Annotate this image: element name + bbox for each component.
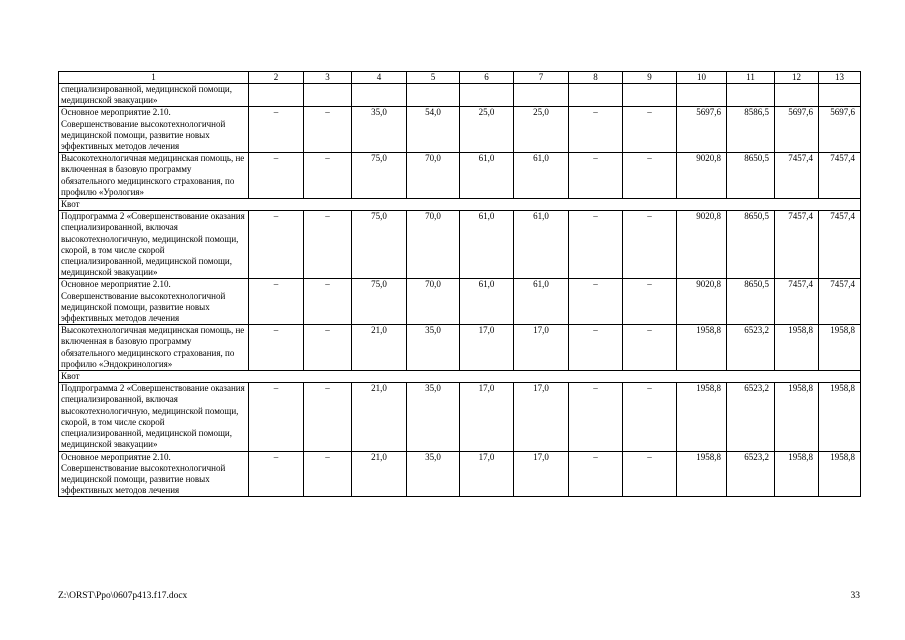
cell-col-9 xyxy=(623,84,677,107)
cell-col-12: 5697,6 xyxy=(775,107,819,153)
cell-col-2: – xyxy=(249,279,304,325)
document-file-path: Z:\ORST\Ppo\0607p413.f17.docx xyxy=(58,591,188,601)
cell-col-4: 75,0 xyxy=(352,279,407,325)
cell-col-7 xyxy=(514,84,569,107)
cell-col-7: 17,0 xyxy=(514,383,569,451)
cell-col-4: 35,0 xyxy=(352,107,407,153)
cell-col-2: – xyxy=(249,153,304,199)
column-header-8: 8 xyxy=(569,72,623,84)
page-number: 33 xyxy=(850,591,860,601)
cell-col-7: 61,0 xyxy=(514,153,569,199)
table-row xyxy=(59,153,861,199)
row-description: Основное мероприятие 2.10. Совершенствование высокотехнологичной медицинской помощи, развитие новых эффективных методов лечения xyxy=(59,107,249,153)
cell-col-13: 1958,8 xyxy=(819,383,861,451)
table-row xyxy=(59,107,861,153)
cell-col-12 xyxy=(775,84,819,107)
cell-col-5: 54,0 xyxy=(407,107,460,153)
table-row xyxy=(59,383,861,451)
cell-col-11: 8650,5 xyxy=(727,153,775,199)
cell-col-3: – xyxy=(304,383,352,451)
cell-col-3: – xyxy=(304,325,352,371)
cell-col-12: 7457,4 xyxy=(775,279,819,325)
cell-col-5: 35,0 xyxy=(407,451,460,497)
cell-col-11 xyxy=(727,84,775,107)
cell-col-4: 21,0 xyxy=(352,383,407,451)
cell-col-13: 7457,4 xyxy=(819,153,861,199)
cell-col-4: 21,0 xyxy=(352,451,407,497)
table-row xyxy=(59,211,861,279)
cell-col-10 xyxy=(677,84,727,107)
cell-col-12: 7457,4 xyxy=(775,211,819,279)
cell-col-6: 61,0 xyxy=(460,211,514,279)
cell-col-7: 61,0 xyxy=(514,211,569,279)
cell-col-13: 7457,4 xyxy=(819,211,861,279)
column-header-12: 12 xyxy=(775,72,819,84)
cell-col-3: – xyxy=(304,211,352,279)
cell-col-9: – xyxy=(623,211,677,279)
cell-col-8: – xyxy=(569,279,623,325)
cell-col-6: 17,0 xyxy=(460,451,514,497)
cell-col-12: 1958,8 xyxy=(775,451,819,497)
cell-col-4: 75,0 xyxy=(352,153,407,199)
cell-col-2: – xyxy=(249,325,304,371)
cell-col-4 xyxy=(352,84,407,107)
unit-label-row xyxy=(59,371,861,383)
table-body xyxy=(59,72,861,497)
cell-col-5: 70,0 xyxy=(407,153,460,199)
cell-col-5: 35,0 xyxy=(407,383,460,451)
column-header-11: 11 xyxy=(727,72,775,84)
cell-col-2 xyxy=(249,84,304,107)
cell-col-5 xyxy=(407,84,460,107)
cell-col-4: 21,0 xyxy=(352,325,407,371)
cell-col-11: 8650,5 xyxy=(727,211,775,279)
cell-col-3 xyxy=(304,84,352,107)
cell-col-9: – xyxy=(623,279,677,325)
cell-col-8: – xyxy=(569,107,623,153)
cell-col-8: – xyxy=(569,325,623,371)
cell-col-10: 9020,8 xyxy=(677,279,727,325)
cell-col-8: – xyxy=(569,451,623,497)
unit-label-row xyxy=(59,199,861,211)
row-description: Высокотехнологичная медицинская помощь, не включенная в базовую программу обязательного медицинского страхования, по профилю «Урология» xyxy=(59,153,249,199)
cell-col-13: 1958,8 xyxy=(819,451,861,497)
cell-col-5: 70,0 xyxy=(407,279,460,325)
unit-label: Квот xyxy=(59,371,861,383)
cell-col-9: – xyxy=(623,451,677,497)
column-header-6: 6 xyxy=(460,72,514,84)
cell-col-3: – xyxy=(304,107,352,153)
cell-col-11: 6523,2 xyxy=(727,451,775,497)
table-row xyxy=(59,84,861,107)
cell-col-11: 6523,2 xyxy=(727,383,775,451)
column-header-3: 3 xyxy=(304,72,352,84)
column-header-4: 4 xyxy=(352,72,407,84)
cell-col-6: 17,0 xyxy=(460,325,514,371)
column-number-header-row xyxy=(59,72,861,84)
cell-col-11: 8586,5 xyxy=(727,107,775,153)
cell-col-13: 7457,4 xyxy=(819,279,861,325)
row-description: Подпрограмма 2 «Совершенствование оказания специализированной, включая высокотехнологичную, медицинской помощи, скорой, в том числе скорой специализированной, медицинской помощи, медицинской эвакуации» xyxy=(59,211,249,279)
cell-col-10: 1958,8 xyxy=(677,383,727,451)
unit-label: Квот xyxy=(59,199,861,211)
cell-col-9: – xyxy=(623,325,677,371)
cell-col-13 xyxy=(819,84,861,107)
cell-col-9: – xyxy=(623,153,677,199)
row-description: Высокотехнологичная медицинская помощь, не включенная в базовую программу обязательного медицинского страхования, по профилю «Эндокринология» xyxy=(59,325,249,371)
cell-col-6: 17,0 xyxy=(460,383,514,451)
cell-col-12: 1958,8 xyxy=(775,325,819,371)
column-header-10: 10 xyxy=(677,72,727,84)
column-header-13: 13 xyxy=(819,72,861,84)
cell-col-3: – xyxy=(304,279,352,325)
row-description: Подпрограмма 2 «Совершенствование оказания специализированной, включая высокотехнологичную, медицинской помощи, скорой, в том числе скорой специализированной, медицинской помощи, медицинской эвакуации» xyxy=(59,383,249,451)
cell-col-4: 75,0 xyxy=(352,211,407,279)
cell-col-12: 1958,8 xyxy=(775,383,819,451)
cell-col-6: 61,0 xyxy=(460,153,514,199)
cell-col-7: 25,0 xyxy=(514,107,569,153)
row-description: Основное мероприятие 2.10. Совершенствование высокотехнологичной медицинской помощи, развитие новых эффективных методов лечения xyxy=(59,451,249,497)
row-description: Основное мероприятие 2.10. Совершенствование высокотехнологичной медицинской помощи, развитие новых эффективных методов лечения xyxy=(59,279,249,325)
cell-col-10: 9020,8 xyxy=(677,153,727,199)
cell-col-13: 5697,6 xyxy=(819,107,861,153)
cell-col-7: 17,0 xyxy=(514,325,569,371)
cell-col-3: – xyxy=(304,451,352,497)
cell-col-11: 6523,2 xyxy=(727,325,775,371)
cell-col-9: – xyxy=(623,383,677,451)
cell-col-6: 25,0 xyxy=(460,107,514,153)
cell-col-13: 1958,8 xyxy=(819,325,861,371)
cell-col-2: – xyxy=(249,383,304,451)
cell-col-12: 7457,4 xyxy=(775,153,819,199)
cell-col-8: – xyxy=(569,383,623,451)
cell-col-11: 8650,5 xyxy=(727,279,775,325)
cell-col-8: – xyxy=(569,211,623,279)
cell-col-2: – xyxy=(249,107,304,153)
column-header-2: 2 xyxy=(249,72,304,84)
table-row xyxy=(59,325,861,371)
cell-col-9: – xyxy=(623,107,677,153)
cell-col-10: 5697,6 xyxy=(677,107,727,153)
program-funding-table xyxy=(58,71,861,497)
column-header-5: 5 xyxy=(407,72,460,84)
cell-col-3: – xyxy=(304,153,352,199)
cell-col-6: 61,0 xyxy=(460,279,514,325)
cell-col-2: – xyxy=(249,211,304,279)
cell-col-8 xyxy=(569,84,623,107)
cell-col-8: – xyxy=(569,153,623,199)
cell-col-2: – xyxy=(249,451,304,497)
row-description: специализированной, медицинской помощи, медицинской эвакуации» xyxy=(59,84,249,107)
cell-col-10: 1958,8 xyxy=(677,325,727,371)
cell-col-10: 9020,8 xyxy=(677,211,727,279)
cell-col-5: 70,0 xyxy=(407,211,460,279)
table-row xyxy=(59,451,861,497)
column-header-9: 9 xyxy=(623,72,677,84)
column-header-7: 7 xyxy=(514,72,569,84)
table-row xyxy=(59,279,861,325)
cell-col-10: 1958,8 xyxy=(677,451,727,497)
cell-col-5: 35,0 xyxy=(407,325,460,371)
cell-col-7: 17,0 xyxy=(514,451,569,497)
column-header-1: 1 xyxy=(59,72,249,84)
cell-col-7: 61,0 xyxy=(514,279,569,325)
cell-col-6 xyxy=(460,84,514,107)
